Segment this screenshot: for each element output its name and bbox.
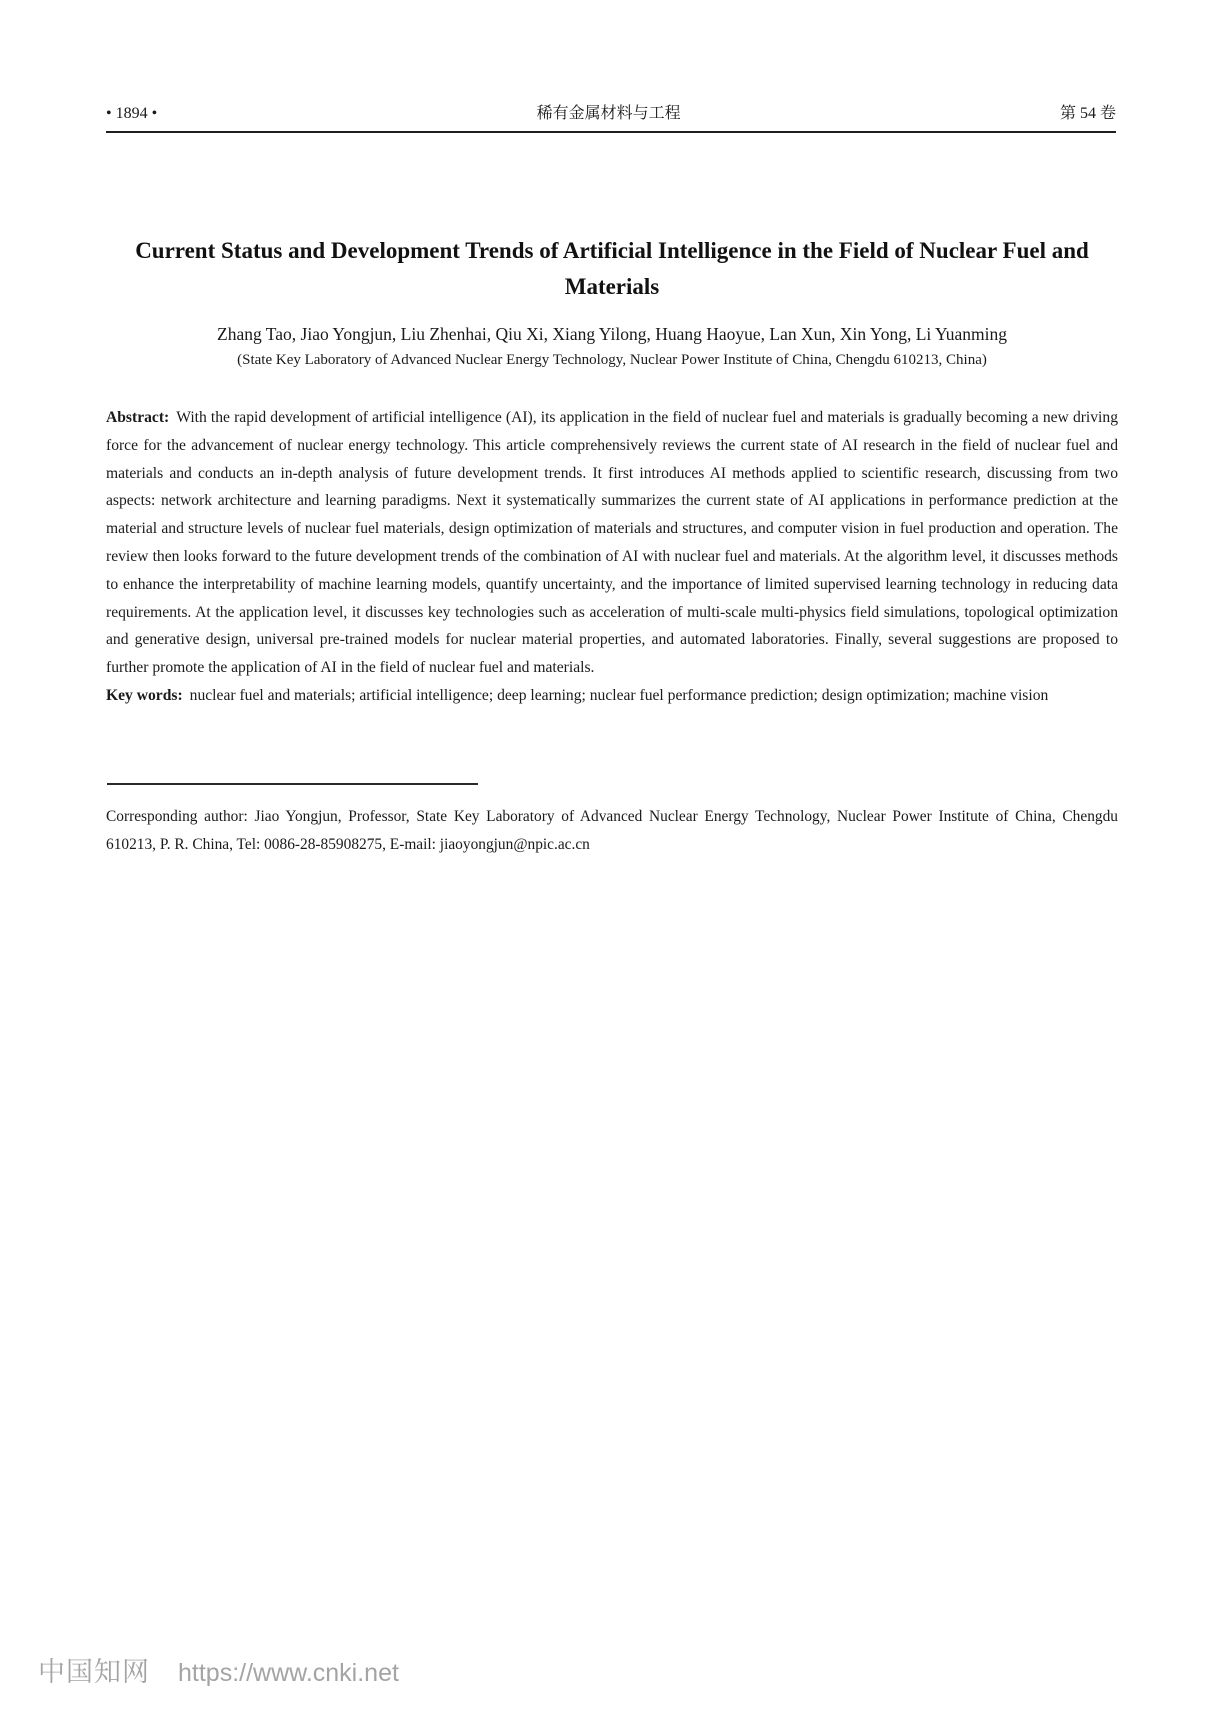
keywords-paragraph [106, 682, 1118, 710]
running-head [106, 100, 1116, 133]
cnki-brand: 中国知网 [38, 1657, 150, 1687]
cnki-url-link[interactable]: https://www.cnki.net [178, 1659, 399, 1687]
abstract-label: Abstract: [106, 409, 170, 426]
page-number: • 1894 • [106, 105, 158, 122]
abstract-paragraph [106, 404, 1118, 682]
paper-title: Current Status and Development Trends of Artificial Intelligence in the Field of Nuclear Fuel and Materials [135, 238, 1089, 300]
footnote-divider [107, 783, 478, 785]
volume-number: 第 54 卷 [1059, 105, 1116, 122]
authors-line: Zhang Tao, Jiao Yongjun, Liu Zhenhai, Qiu Xi, Xiang Yilong, Huang Haoyue, Lan Xun, Xin Yong, Li Yuanming [217, 324, 1007, 344]
keywords-text: nuclear fuel and materials; artificial intelligence; deep learning; nuclear fuel performance prediction; design optimization; machine vision [189, 686, 1049, 704]
corresponding-author-footnote: Corresponding author: Jiao Yongjun, Professor, State Key Laboratory of Advanced Nuclear Energy Technology, Nuclear Power Institute of China, Chengdu 610213, P. R. China, Tel: 0086-28-85908275, E-mail: jiaoyongjun@npic.ac.cn [106, 808, 1118, 853]
keywords-label: Key words: [106, 686, 183, 704]
abstract-block [106, 404, 1118, 710]
abstract-text: With the rapid development of artificial intelligence (AI), its application in the field of nuclear fuel and materials is gradually becoming a new driving force for the advancement of nuclear energy technology. This article comprehensively reviews the current state of AI research in the field of nuclear fuel and materials and conducts an in-depth analysis of future development trends. It first introduces AI methods applied to scientific research, discussing from two aspects: network architecture and learning paradigms. Next it systematically summarizes the current state of AI applications in performance prediction at the material and structure levels of nuclear fuel materials, design optimization of materials and structures, and computer vision in fuel production and operation. The review then looks forward to the future development trends of the combination of AI with nuclear fuel and materials. At the algorithm level, it discusses methods to enhance the interpretability of machine learning models, quantify uncertainty, and the importance of limited supervised learning technology in reducing data requirements. At the application level, it discusses key technologies such as acceleration of multi-scale multi-physics field simulations, topological optimization and generative design, universal pre-trained models for nuclear material properties, and automated laboratories. Finally, several suggestions are proposed to further promote the application of AI in the field of nuclear fuel and materials. [106, 409, 1118, 677]
cnki-footer [38, 1650, 399, 1689]
journal-title: 稀有金属材料与工程 [536, 105, 681, 122]
affiliation-line: (State Key Laboratory of Advanced Nuclear Energy Technology, Nuclear Power Institute of China, Chengdu 610213, China) [237, 352, 987, 368]
